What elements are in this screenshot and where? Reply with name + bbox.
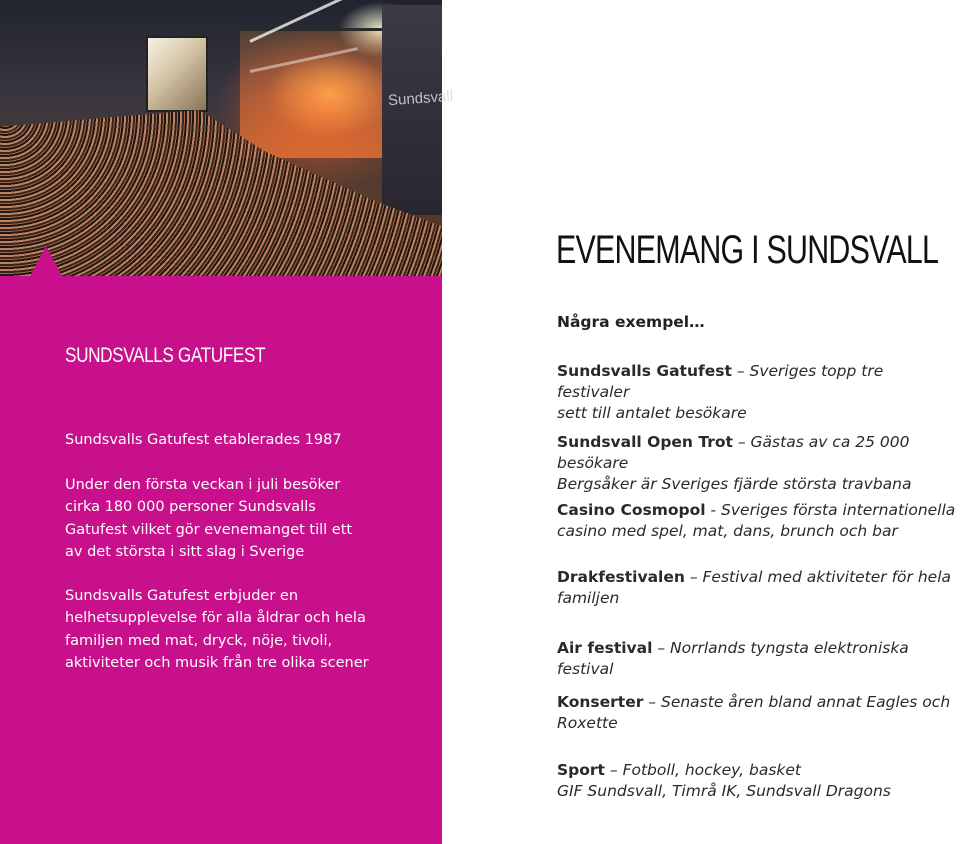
event-item: [557, 760, 957, 802]
event-subline: familjen: [557, 589, 620, 607]
video-screen: [146, 36, 208, 112]
event-separator: –: [652, 639, 671, 657]
event-item: [557, 361, 957, 424]
event-item: [557, 692, 957, 734]
event-name: Sport: [557, 761, 605, 779]
event-name: Sundsvall Open Trot: [557, 433, 733, 451]
event-separator: –: [732, 433, 751, 451]
event-separator: –: [643, 693, 661, 711]
intro-text: Några exempel…: [557, 313, 705, 331]
event-name: Air festival: [557, 639, 653, 657]
panel-title: SUNDSVALLS GATUFEST: [65, 344, 266, 367]
stage-brand-text: Sundsvall: [387, 87, 454, 110]
event-item: [557, 638, 957, 680]
event-name: Casino Cosmopol: [557, 501, 706, 519]
event-subline: casino med spel, mat, dans, brunch och bar: [557, 522, 898, 540]
event-subline: GIF Sundsvall, Timrå IK, Sundsvall Dragons: [557, 782, 891, 800]
event-item: [557, 500, 957, 542]
panel-paragraph: Sundsvalls Gatufest etablerades 1987: [65, 432, 342, 448]
event-subline: sett till antalet besökare: [557, 404, 747, 422]
panel-paragraph: Sundsvalls Gatufest erbjuder en helhetsupplevelse för alla åldrar och hela familjen med mat, dryck, nöje, tivoli, aktiviteter och musik från tre olika scener: [65, 588, 369, 672]
event-separator: –: [684, 568, 703, 586]
event-description: Norrlands tyngsta elektroniska festival: [557, 639, 909, 678]
event-item: [557, 432, 957, 495]
event-separator: –: [731, 362, 750, 380]
event-separator: -: [705, 501, 722, 519]
event-name: Sundsvalls Gatufest: [557, 362, 732, 380]
event-subline: Bergsåker är Sveriges fjärde största travbana: [557, 475, 912, 493]
event-subline: Roxette: [557, 714, 618, 732]
concert-photo: [0, 0, 454, 276]
page-title: EVENEMANG I SUNDSVALL: [556, 228, 939, 272]
speaker-tower: [382, 5, 442, 215]
event-description: Senaste åren bland annat Eagles och: [660, 693, 951, 711]
stage: [240, 28, 385, 158]
event-description: Sveriges topp tre festivaler: [557, 362, 884, 401]
event-description: Fotboll, hockey, basket: [622, 761, 802, 779]
event-description: Gästas av ca 25 000 besökare: [557, 433, 910, 472]
panel-notch: [30, 246, 62, 276]
event-separator: –: [604, 761, 623, 779]
event-description: Festival med aktiviteter för hela: [702, 568, 951, 586]
panel-paragraph: Under den första veckan i juli besöker cirka 180 000 personer Sundsvalls Gatufest vilket gör evenemanget till ett av det största i sitt slag i Sverige: [65, 477, 353, 561]
event-name: Drakfestivalen: [557, 568, 685, 586]
event-description: Sveriges första internationella: [721, 501, 956, 519]
event-item: [557, 567, 957, 609]
event-name: Konserter: [557, 693, 644, 711]
